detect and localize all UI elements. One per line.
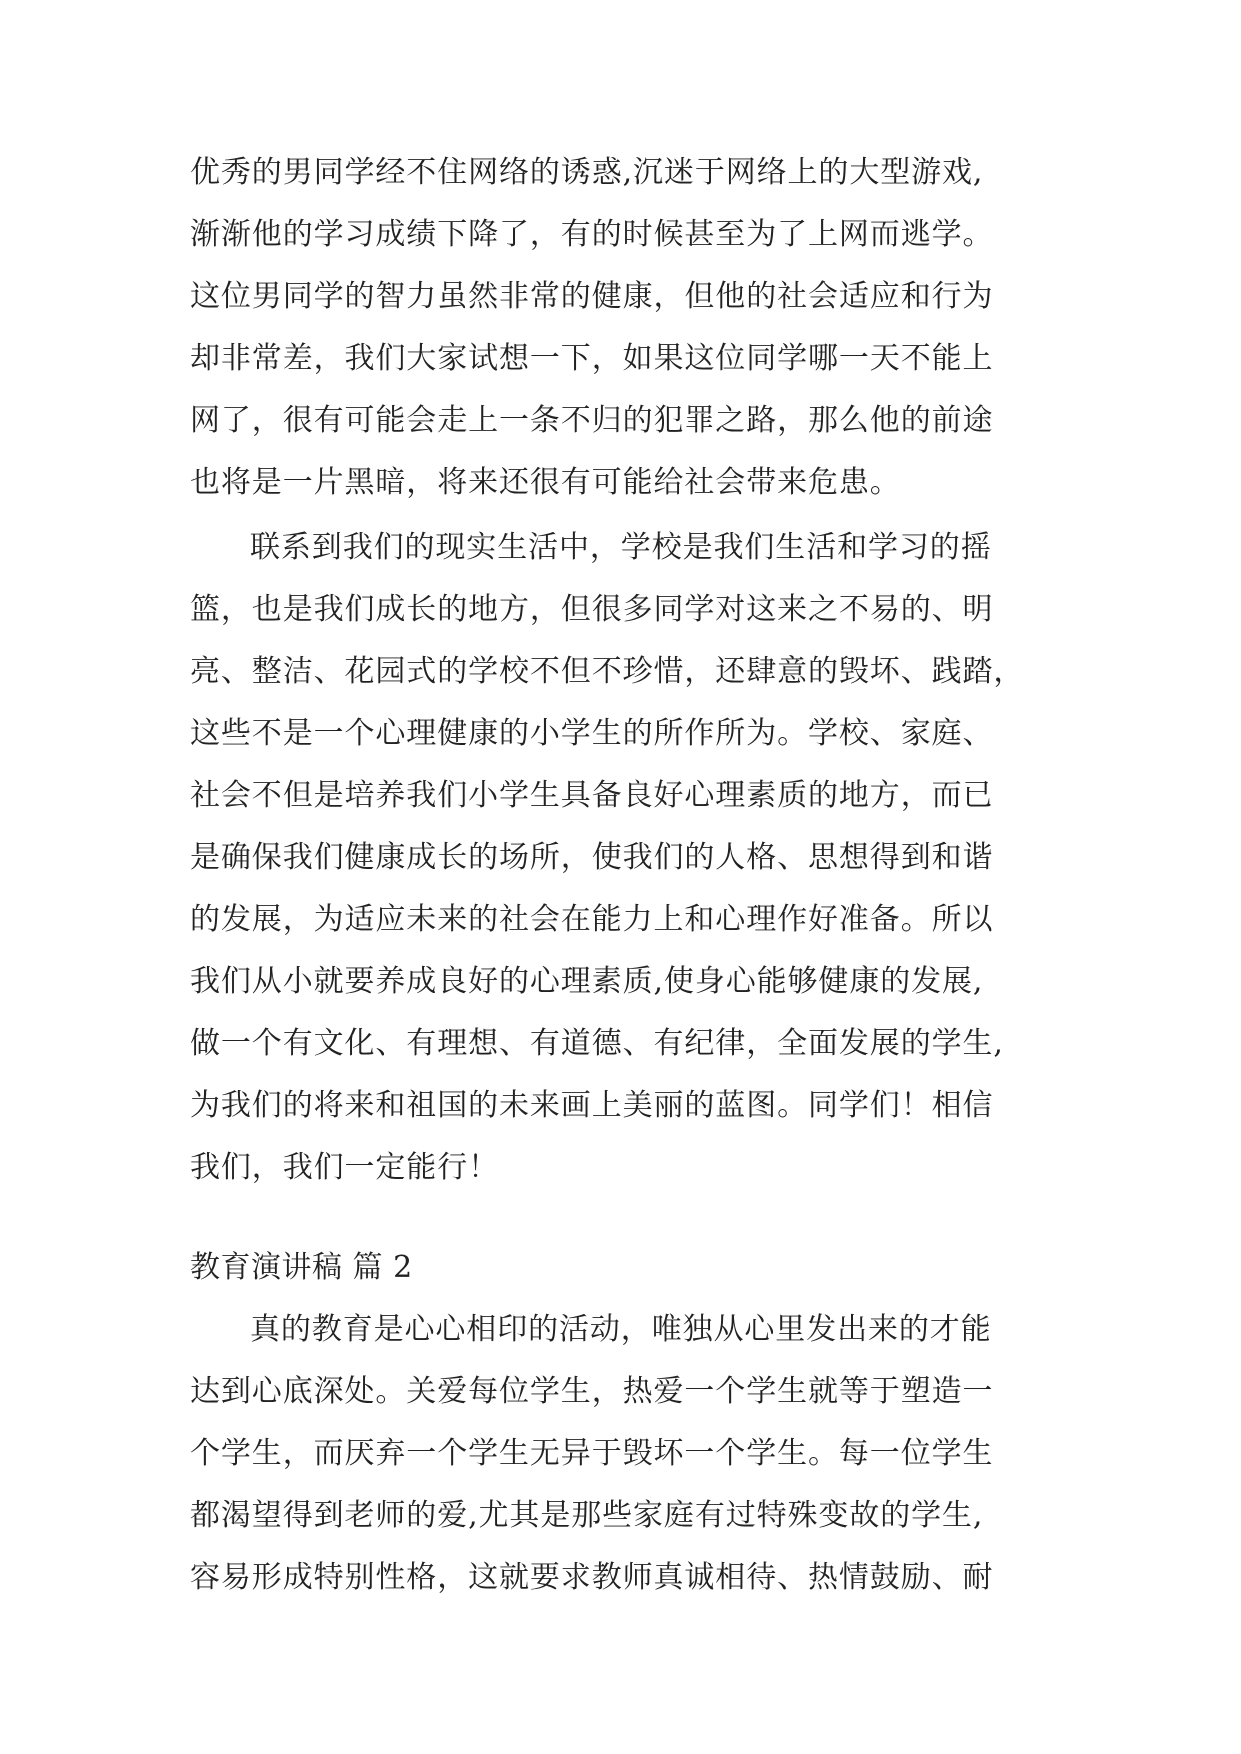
paragraph-3-line-4: 都渴望得到老师的爱,尤其是那些家庭有过特殊变故的学生, [190, 1498, 984, 1533]
paragraph-1-line-6: 也将是一片黑暗，将来还很有可能给社会带来危患。 [190, 465, 901, 500]
paragraph-2-line-8: 我们从小就要养成良好的心理素质,使身心能够健康的发展, [190, 964, 984, 999]
paragraph-1-line-3: 这位男同学的智力虽然非常的健康，但他的社会适应和行为 [190, 279, 994, 314]
paragraph-3-line-3: 个学生，而厌弃一个学生无异于毁坏一个学生。每一位学生 [190, 1436, 994, 1471]
paragraph-3-line-2: 达到心底深处。关爱每位学生，热爱一个学生就等于塑造一 [190, 1374, 994, 1409]
paragraph-1-line-2: 渐渐他的学习成绩下降了，有的时候甚至为了上网而逃学。 [190, 217, 994, 252]
paragraph-2-line-11: 我们，我们一定能行！ [190, 1150, 499, 1185]
paragraph-3-line-1: 真的教育是心心相印的活动，唯独从心里发出来的才能 [250, 1312, 992, 1347]
paragraph-1-line-1: 优秀的男同学经不住网络的诱惑,沉迷于网络上的大型游戏, [190, 155, 984, 190]
paragraph-2-line-6: 是确保我们健康成长的场所，使我们的人格、思想得到和谐 [190, 840, 994, 875]
paragraph-2-line-7: 的发展，为适应未来的社会在能力上和心理作好准备。所以 [190, 902, 994, 937]
paragraph-2-line-10: 为我们的将来和祖国的未来画上美丽的蓝图。同学们！相信 [190, 1088, 994, 1123]
paragraph-2-line-9: 做一个有文化、有理想、有道德、有纪律，全面发展的学生, [190, 1026, 1004, 1061]
paragraph-2-line-3: 亮、整洁、花园式的学校不但不珍惜，还肆意的毁坏、践踏， [190, 654, 1025, 689]
paragraph-1-line-4: 却非常差，我们大家试想一下，如果这位同学哪一天不能上 [190, 341, 994, 376]
section-heading: 教育演讲稿 篇 2 [190, 1250, 413, 1285]
paragraph-2-line-5: 社会不但是培养我们小学生具备良好心理素质的地方，而已 [190, 778, 994, 813]
paragraph-1-line-5: 网了，很有可能会走上一条不归的犯罪之路，那么他的前途 [190, 403, 994, 438]
paragraph-3-line-5: 容易形成特别性格，这就要求教师真诚相待、热情鼓励、耐 [190, 1560, 994, 1595]
paragraph-2-line-2: 篮，也是我们成长的地方，但很多同学对这来之不易的、明 [190, 592, 994, 627]
paragraph-2-line-4: 这些不是一个心理健康的小学生的所作所为。学校、家庭、 [190, 716, 994, 751]
paragraph-2-line-1: 联系到我们的现实生活中，学校是我们生活和学习的摇 [250, 530, 992, 565]
